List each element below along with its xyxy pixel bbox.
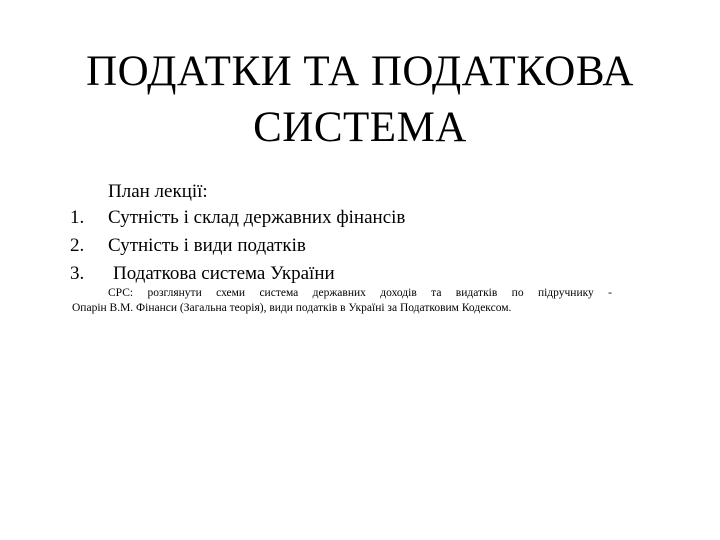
self-study-note-line-2: Опарін В.М. Фінанси (Загальна теорія), види податків в Україні за Податковим Кодексом.: [72, 302, 512, 314]
plan-list: [70, 204, 405, 288]
list-item: [70, 204, 405, 232]
slide-title-line-1: ПОДАТКИ ТА ПОДАТКОВА: [86, 48, 634, 95]
list-item-text: Сутність і склад державних фінансів: [108, 207, 406, 228]
slide-title: [40, 44, 680, 156]
list-item-text: Сутність і види податків: [108, 235, 306, 256]
list-item-number: 1.: [70, 207, 85, 228]
list-item-number: 3.: [70, 263, 85, 284]
self-study-note: [72, 286, 612, 316]
list-item: [70, 232, 405, 260]
list-item: [70, 260, 405, 288]
list-item-text: Податкова система України: [113, 263, 335, 284]
slide-title-line-2: СИСТЕМА: [253, 104, 467, 151]
list-item-number: 2.: [70, 235, 85, 256]
self-study-note-line-1: СРС: розглянути схеми система державних доходів та видатків по підручнику -: [108, 287, 612, 299]
plan-heading: План лекції:: [108, 181, 208, 202]
